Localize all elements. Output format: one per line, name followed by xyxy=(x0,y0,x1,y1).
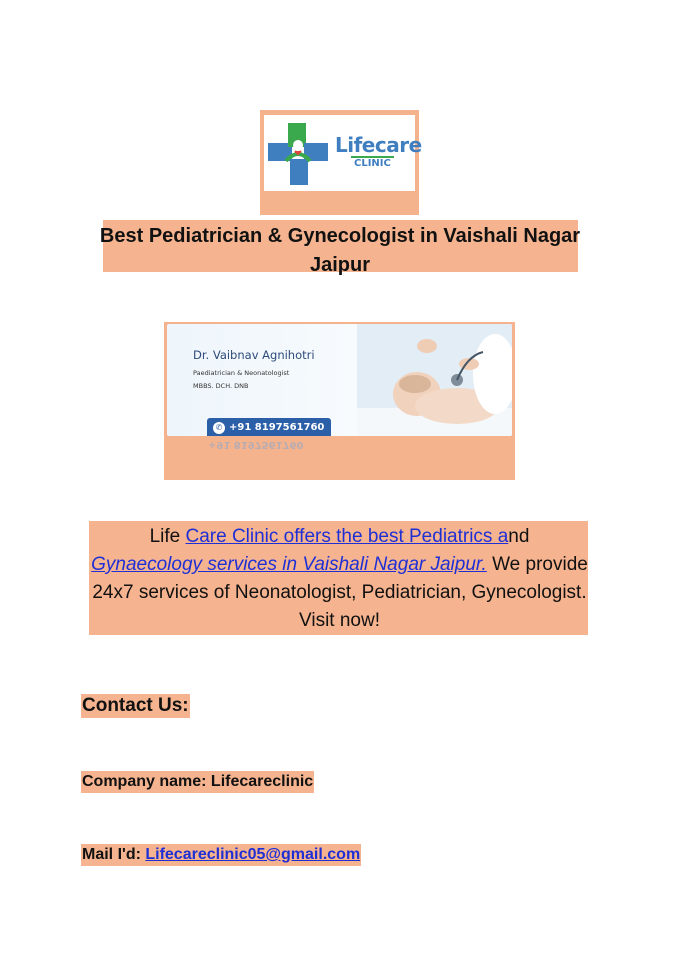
phone-button[interactable] xyxy=(207,418,331,436)
email-link[interactable]: Lifecareclinic05@gmail.com xyxy=(145,846,361,863)
logo-sub-text: CLINIC xyxy=(351,156,394,169)
paragraph-text-2: nd xyxy=(508,526,530,547)
doctor-degrees: MBBS. DCH. DNB xyxy=(193,382,249,390)
mail-label: Mail I'd: xyxy=(82,846,146,863)
phone-number: +91 8197561760 xyxy=(229,422,325,433)
clinic-services-link[interactable]: Care Clinic offers the best Pediatrics a xyxy=(185,526,509,547)
page-title-line-2: Jaipur xyxy=(309,254,371,276)
company-name: Company name: Lifecareclinic xyxy=(81,771,314,793)
page-title xyxy=(90,222,590,280)
paragraph-text-3: We provide 24x7 services of Neonatologist, Pediatrician, Gynecologist. Visit now! xyxy=(92,554,588,631)
doctor-banner xyxy=(167,324,512,436)
doctor-specialty: Paediatrician & Neonatologist xyxy=(193,369,290,377)
logo-frame xyxy=(260,110,422,215)
logo-brand-text: Lifecare xyxy=(335,133,422,157)
baby-checkup-illustration xyxy=(357,324,512,436)
mail-line xyxy=(81,844,361,866)
clinic-logo xyxy=(264,115,422,191)
doctor-banner-frame xyxy=(164,322,515,480)
medical-cross-icon xyxy=(264,115,334,191)
intro-paragraph xyxy=(82,523,597,635)
page-title-line-1: Best Pediatrician & Gynecologist in Vaishali Nagar xyxy=(99,225,581,247)
doctor-name: Dr. Vaibnav Agnihotri xyxy=(193,348,315,362)
gynaecology-services-link[interactable]: Gynaecology services in Vaishali Nagar Jaipur. xyxy=(91,554,487,575)
paragraph-text-1: Life xyxy=(149,526,186,547)
phone-number-reflection: +91 8197561760 xyxy=(208,439,304,450)
contact-heading: Contact Us: xyxy=(82,695,189,716)
phone-icon: ✆ xyxy=(213,422,225,434)
